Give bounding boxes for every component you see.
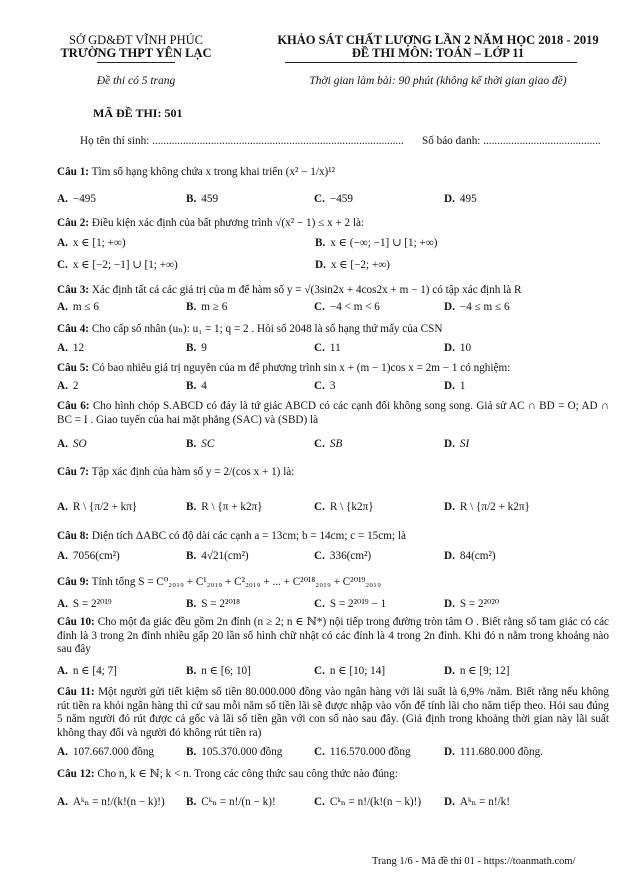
question-3 xyxy=(57,284,609,298)
option-d[interactable]: 495 xyxy=(459,193,477,205)
option-c[interactable]: SB xyxy=(329,438,343,450)
options-5 xyxy=(57,380,609,394)
option-a[interactable]: 7056(cm²) xyxy=(72,550,120,562)
option-b[interactable]: R \ {π + k2π} xyxy=(201,501,263,513)
option-b[interactable]: x ∈ (−∞; −1] ∪ [1; +∞) xyxy=(330,237,438,249)
text-label: C. xyxy=(314,550,325,562)
question-text: Tập xác định của hàm số y = 2/(cos x + 1) là: xyxy=(91,466,295,478)
text-label: D. xyxy=(444,746,455,758)
text-label: B. xyxy=(186,746,197,758)
text-label: D. xyxy=(315,259,326,271)
option-c[interactable]: Cᵏₙ = n!/(k!(n − k)!) xyxy=(329,796,422,808)
option-c[interactable]: 11 xyxy=(329,342,341,354)
text-label: B. xyxy=(186,342,197,354)
text-label: D. xyxy=(444,193,455,205)
text-label: D. xyxy=(444,380,455,392)
title-divider xyxy=(285,62,577,63)
option-a[interactable]: n ∈ [4; 7] xyxy=(72,665,117,677)
option-b[interactable]: SC xyxy=(201,438,215,450)
option-d[interactable]: n ∈ [9; 12] xyxy=(459,665,510,677)
option-d[interactable]: 1 xyxy=(459,380,466,392)
question-text: Xác định tất cả các giá trị của m để hàm số y = √(3sin2x + 4cos2x + m − 1) có tập xác định là R xyxy=(91,284,522,296)
question-label: Câu 6: xyxy=(57,400,90,412)
option-d[interactable]: 84(cm²) xyxy=(459,550,496,562)
text-label: C. xyxy=(314,598,325,610)
exam-code: MÃ ĐỀ THI: 501 xyxy=(93,106,183,120)
options-2a xyxy=(57,236,609,250)
option-b[interactable]: S = 2²⁰¹⁸ xyxy=(201,598,241,610)
text-label: A. xyxy=(57,237,68,249)
page-footer: Trang 1/6 - Mã đề thi 01 - https://toanmath.com/ xyxy=(372,856,576,867)
options-12 xyxy=(57,795,609,809)
question-5 xyxy=(57,362,609,376)
school-name: TRƯỜNG THPT YÊN LẠC xyxy=(60,46,212,60)
option-d[interactable]: −4 ≤ m ≤ 6 xyxy=(459,301,510,313)
text-label: B. xyxy=(186,193,197,205)
text-label: C. xyxy=(314,746,325,758)
question-label: Câu 2: xyxy=(57,217,90,229)
header-divider xyxy=(97,62,175,63)
text-label: C. xyxy=(314,501,325,513)
option-c[interactable]: 116.570.000 đồng xyxy=(329,746,411,758)
option-b[interactable]: 459 xyxy=(201,193,219,205)
text-label: A. xyxy=(57,438,68,450)
text-label: B. xyxy=(186,501,197,513)
text-label: C. xyxy=(57,259,68,271)
question-4 xyxy=(57,323,609,337)
option-c[interactable]: x ∈ [−2; −1] ∪ [1; +∞) xyxy=(72,259,178,271)
question-8 xyxy=(57,530,609,544)
question-11 xyxy=(57,686,609,740)
option-d[interactable]: Aᵏₙ = n!/k! xyxy=(459,796,510,808)
text-label: C. xyxy=(314,796,325,808)
option-b[interactable]: 9 xyxy=(201,342,207,354)
question-text: Cho cấp số nhân (uₙ): u₁ = 1; q = 2 . Hỏi số 2048 là số hạng thứ mấy của CSN xyxy=(91,323,443,335)
option-a[interactable]: SO xyxy=(72,438,87,450)
question-6 xyxy=(57,400,609,427)
options-3 xyxy=(57,301,609,315)
options-9 xyxy=(57,597,609,611)
text-label: A. xyxy=(57,598,68,610)
text-label: C. xyxy=(314,301,325,313)
question-12 xyxy=(57,768,609,782)
option-a[interactable]: 107.667.000 đồng xyxy=(72,746,154,758)
question-text: Tìm số hạng không chứa x trong khai triển (x² − 1/x)¹² xyxy=(91,166,335,178)
option-a[interactable]: −495 xyxy=(72,193,96,205)
text-label: D. xyxy=(444,598,455,610)
text-label: A. xyxy=(57,342,68,354)
option-a[interactable]: m ≤ 6 xyxy=(72,301,99,313)
option-d[interactable]: R \ {π/2 + k2π} xyxy=(459,501,530,513)
option-a[interactable]: Aᵏₙ = n!/(k!(n − k)!) xyxy=(72,796,165,808)
option-d[interactable]: x ∈ [−2; +∞) xyxy=(330,259,390,271)
question-7 xyxy=(57,466,609,480)
options-8 xyxy=(57,550,609,564)
option-a[interactable]: R \ {π/2 + kπ} xyxy=(72,501,138,513)
student-name-field: Họ tên thí sinh: .......................................................................................... xyxy=(80,135,404,147)
text-label: A. xyxy=(57,665,68,677)
question-text: Một người gửi tiết kiệm số tiền 80.000.000 đồng vào ngân hàng với lãi suất là 6,9% /năm. Biết rằng nếu không rút tiền ra khỏi ngân hàng thì cứ sau mỗi năm số tiền lãi sẽ được nhập vào vốn để tính lãi cho năm tiếp theo. Hỏi sau đúng 5 năm người đó rút được cả gốc và lãi số tiền gần với con số nào sau đây. (Giả định trong khoảng thời gian này lãi suất không thay đổi và người đó không rút tiền ra) xyxy=(57,686,609,739)
text-label: C. xyxy=(314,193,325,205)
option-a[interactable]: 12 xyxy=(72,342,85,354)
text-label: B. xyxy=(186,380,197,392)
text-label: B. xyxy=(315,237,326,249)
option-b[interactable]: n ∈ [6; 10] xyxy=(201,665,251,677)
option-c[interactable]: −4 < m < 6 xyxy=(329,301,380,313)
question-2 xyxy=(57,217,609,231)
question-label: Câu 8: xyxy=(57,530,90,542)
question-label: Câu 12: xyxy=(57,768,95,780)
question-label: Câu 5: xyxy=(57,362,90,374)
question-label: Câu 9: xyxy=(57,576,90,588)
options-10 xyxy=(57,664,609,678)
exam-subject: ĐỀ THI MÔN: TOÁN – LỚP 11 xyxy=(351,46,525,60)
exam-title: KHẢO SÁT CHẤT LƯỢNG LẦN 2 NĂM HỌC 2018 - 2019 xyxy=(277,33,599,47)
text-label: A. xyxy=(57,380,68,392)
text-label: A. xyxy=(57,193,68,205)
option-a[interactable]: x ∈ [1; +∞) xyxy=(72,237,126,249)
text-label: B. xyxy=(186,796,197,808)
option-d[interactable]: 10 xyxy=(459,342,472,354)
option-d[interactable]: SI xyxy=(459,438,470,450)
text-label: B. xyxy=(186,665,197,677)
option-c[interactable]: −459 xyxy=(329,193,353,205)
question-text: Tính tổng S = C⁰₂₀₁₉ + C¹₂₀₁₉ + C²₂₀₁₉ + ... + C²⁰¹⁸₂₀₁₉ + C²⁰¹⁹₂₀₁₉ xyxy=(91,576,381,588)
options-1 xyxy=(57,193,609,207)
question-label: Câu 10: xyxy=(57,616,95,628)
question-text: Cho n, k ∈ ℕ; k < n. Trong các công thức sau công thức nào đúng: xyxy=(97,768,398,780)
text-label: A. xyxy=(57,501,68,513)
option-a[interactable]: 2 xyxy=(72,380,79,392)
text-label: B. xyxy=(186,301,197,313)
options-6 xyxy=(57,438,609,452)
text-label: A. xyxy=(57,301,68,313)
text-label: A. xyxy=(57,796,68,808)
option-c[interactable]: n ∈ [10; 14] xyxy=(329,665,386,677)
options-2b xyxy=(57,258,609,272)
option-d[interactable]: S = 2²⁰²⁰ xyxy=(459,598,500,610)
option-b[interactable]: 4√21(cm²) xyxy=(201,550,249,562)
question-text: Có bao nhiêu giá trị nguyên của m để phương trình sin x + (m − 1)cos x = 2m − 1 có nghiệm: xyxy=(91,362,511,374)
text-label: A. xyxy=(57,550,68,562)
text-label: B. xyxy=(186,438,197,450)
text-label: D. xyxy=(444,796,455,808)
question-text: Cho một đa giác đều gồm 2n đỉnh (n ≥ 2; n ∈ ℕ*) nội tiếp trong đường tròn tâm O . Biết rằng số tam giác có các đỉnh là 3 trong 2n đỉnh nhiều gấp 20 lần số hình chữ nhật có các đỉnh là 4 trong 2n đỉnh. Khi đó n nằm trong khoảng nào sau đây xyxy=(57,616,610,655)
text-label: C. xyxy=(314,342,325,354)
text-label: B. xyxy=(186,550,197,562)
question-text: Diện tích ΔABC có độ dài các cạnh a = 13cm; b = 14cm; c = 15cm; là xyxy=(91,530,406,542)
question-label: Câu 1: xyxy=(57,166,90,178)
question-1 xyxy=(57,166,609,180)
options-4 xyxy=(57,342,609,356)
question-text: Điều kiện xác định của bất phương trình √(x² − 1) ≤ x + 2 là: xyxy=(91,217,365,229)
options-7 xyxy=(57,501,609,515)
text-label: D. xyxy=(444,438,455,450)
option-b[interactable]: 4 xyxy=(201,380,207,392)
text-label: C. xyxy=(314,665,325,677)
question-label: Câu 7: xyxy=(57,466,90,478)
text-label: C. xyxy=(314,438,325,450)
time-note: Thời gian làm bài: 90 phút (không kể thời gian giao đề) xyxy=(309,75,567,87)
option-c[interactable]: 336(cm²) xyxy=(329,550,372,562)
text-label: D. xyxy=(444,550,455,562)
option-c[interactable]: S = 2²⁰¹⁹ − 1 xyxy=(329,598,387,610)
option-b[interactable]: m ≥ 6 xyxy=(201,301,228,313)
text-label: A. xyxy=(57,746,68,758)
pages-note: Đề thi có 5 trang xyxy=(96,75,176,87)
text-label: D. xyxy=(444,501,455,513)
student-id-field: Số báo danh: .......................................... xyxy=(422,135,601,147)
text-label: B. xyxy=(186,598,197,610)
question-9 xyxy=(57,576,609,590)
option-c[interactable]: R \ {k2π} xyxy=(329,501,374,513)
text-label: D. xyxy=(444,665,455,677)
question-label: Câu 11: xyxy=(57,686,95,698)
department-name: SỞ GD&ĐT VĨNH PHÚC xyxy=(69,33,203,47)
text-label: C. xyxy=(314,380,325,392)
option-c[interactable]: 3 xyxy=(329,380,336,392)
text-label: D. xyxy=(444,301,455,313)
option-b[interactable]: 105.370.000 đồng xyxy=(201,746,283,758)
question-label: Câu 3: xyxy=(57,284,90,296)
text-label: D. xyxy=(444,342,455,354)
question-10 xyxy=(57,616,609,657)
question-label: Câu 4: xyxy=(57,323,90,335)
question-text: Cho hình chóp S.ABCD có đáy là tứ giác ABCD có các cạnh đối không song song. Giả sử AC ∩ BD = O; AD ∩ BC = I . Giao tuyến của hai mặt phẳng (SAC) và (SBD) là xyxy=(57,400,610,426)
option-a[interactable]: S = 2²⁰¹⁹ xyxy=(72,598,112,610)
option-d[interactable]: 111.680.000 đồng. xyxy=(459,746,543,758)
options-11 xyxy=(57,746,609,760)
option-b[interactable]: Cᵏₙ = n!/(n − k)! xyxy=(201,796,276,808)
